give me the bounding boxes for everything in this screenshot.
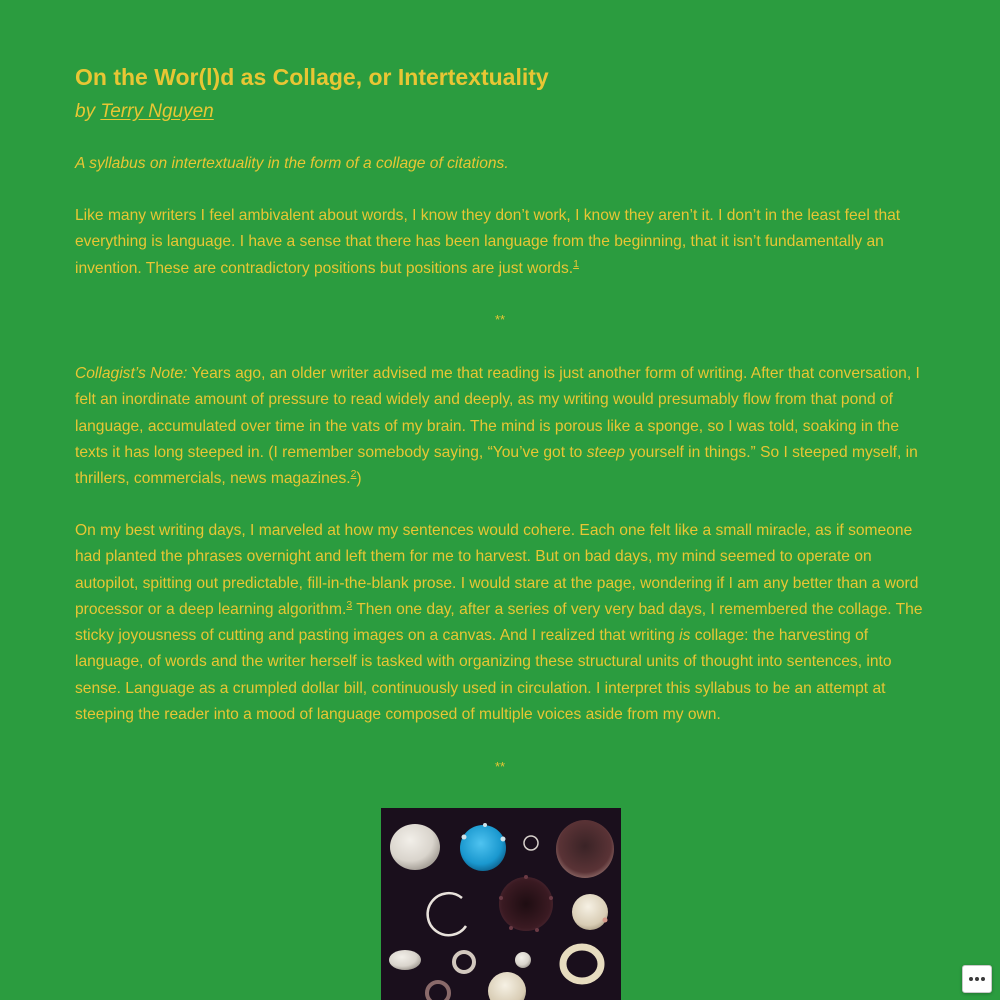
collage-dark-disc (499, 877, 553, 931)
footnote-link-1[interactable]: 1 (573, 257, 579, 270)
footnote-link-2[interactable]: 2 (350, 468, 357, 481)
paragraph-3-text-c: collage: the harvesting of language, of words and the writer herself is tasked with organizing these structural units of thought into sentences, into sense. Language as a crumpled dollar bill, continuously used in circulation. I interpret this syllabus to be an attempt at steeping the reader into a mood of language composed of multiple voices aside from my own. (75, 627, 892, 724)
paragraph-1 (75, 203, 925, 282)
collagist-note-label: Collagist’s Note: (75, 365, 188, 382)
collage-brown-disc (556, 820, 614, 878)
collage-cream-disc (572, 894, 608, 930)
paragraph-1-text: Like many writers I feel ambivalent about words, I know they don’t work, I know they aren’t it. I don’t in the least feel that everything is language. I have a sense that there has been language from the beginning, that it isn’t fundamentally an invention. These are contradictory positions but positions are just words. (75, 207, 901, 277)
paragraph-3-text-b: Then one day, after a series of very very bad days, I remembered the collage. The sticky joyousness of cutting and pasting images on a canvas. And I realized that writing (75, 600, 923, 645)
collage-small-oval (389, 950, 421, 970)
ellipsis-icon (968, 976, 986, 982)
page-title: On the Wor(l)d as Collage, or Intertextuality (75, 64, 549, 90)
paragraph-2-text-c: ) (356, 470, 362, 488)
paragraph-2-text-a: Years ago, an older writer advised me that reading is just another form of writing. After that conversation, I felt an inordinate amount of pressure to read widely and deeply, as my writing would presumably flow from that pond of language, accumulated over time in the vats of my brain. The mind is porous like a sponge, so I was told, soaking in the texts it has long steeped in. (I remember somebody saying, “You’ve got to (75, 365, 920, 461)
paragraph-3-text-a: On my best writing days, I marveled at how my sentences would cohere. Each one felt like a small miracle, as if someone had planted the phrases overnight and left them for me to harvest. But on bad days, my mind seemed to operate on autopilot, spitting out predictable, fill-in-the-blank prose. I would stare at the page, wondering if I am any better than a word processor or a deep learning algorithm. (75, 522, 919, 618)
subtitle: A syllabus on intertextuality in the form of a collage of citations. (75, 155, 509, 172)
more-options-button[interactable] (962, 965, 992, 993)
author-link[interactable]: Terry Nguyen (100, 101, 214, 122)
emphasis-steep: steep (586, 443, 625, 461)
collage-small-dot (515, 952, 531, 968)
paragraph-2 (75, 361, 925, 492)
paragraph-3 (75, 518, 925, 728)
byline (75, 99, 214, 125)
collage-white-disc (390, 824, 440, 870)
paragraph-2-text-b: yourself in things.” So I steeped myself, in thrillers, commercials, news magazines. (75, 443, 918, 488)
section-separator-2: ** (494, 759, 506, 774)
collage-image (381, 808, 621, 1000)
byline-prefix: by (75, 101, 96, 122)
emphasis-is: is (679, 627, 691, 645)
section-separator-1: ** (494, 312, 506, 327)
footnote-link-3[interactable]: 3 (346, 598, 353, 611)
footnote-marker-1 (573, 258, 579, 270)
collage-blue-disc (460, 825, 506, 871)
